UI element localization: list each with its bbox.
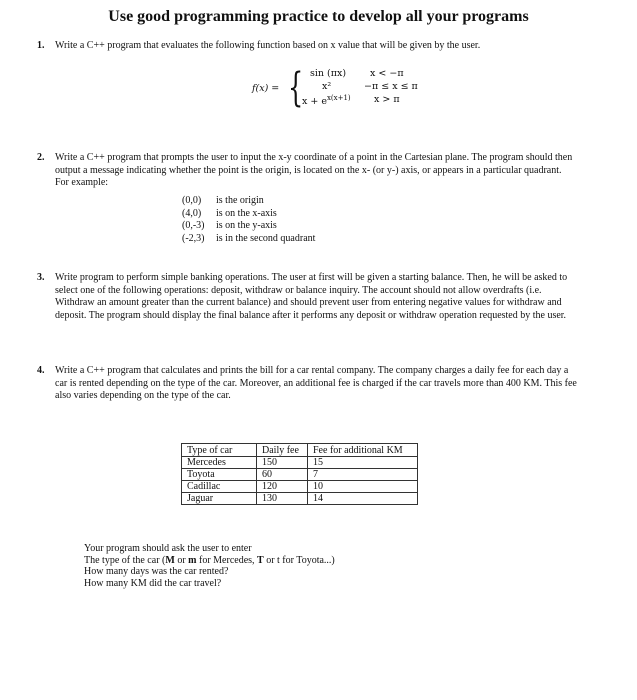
table-row (182, 481, 418, 493)
formula-cond: −π ≤ x ≤ π (364, 81, 418, 92)
table-header: Type of car (182, 444, 257, 457)
example-point: (4,0) (182, 207, 202, 219)
text-fragment: The type of the car ( (84, 554, 166, 566)
text-fragment: or (174, 554, 189, 566)
requirements-line: Your program should ask the user to enter (84, 543, 252, 554)
example-list (182, 195, 315, 245)
example-desc: is the origin (216, 195, 264, 206)
question-text: Write a C++ program that prompts the user to input the x-y coordinate of a point in the Cartesian plane. The program should then output a message indicating whether the point is the origin, is located on the x- (or y-) axis, or appears in a particular quadrant. (55, 152, 573, 176)
example-point: (-2,3) (182, 232, 205, 244)
list-item (182, 233, 315, 246)
question-number: 2. (37, 152, 45, 163)
bold-letter: T (257, 554, 264, 566)
table-row (182, 493, 418, 505)
left-brace-icon: { (288, 65, 304, 111)
text-fragment: or t for Toyota...) (263, 554, 335, 566)
example-desc: is on the y-axis (216, 220, 277, 231)
requirements-line: How many days was the car rented? (84, 566, 229, 577)
requirements-line (84, 555, 584, 567)
question-text: Write program to perform simple banking operations. The user at first will be given a starting balance. Then, he will be asked to select one of the following operations: deposit, withdraw or balance inquiry. The account should not allow overdrafts (i.e. Withdraw an amount greater than the current balance) and should prevent user from entering negative values for withdraw and deposit. The program should display the final balance after it performs any deposit or withdraw operation requested by the user. (55, 272, 568, 321)
formula-expr: x² (322, 81, 332, 92)
list-item (182, 195, 315, 208)
table-header-row (182, 444, 418, 457)
table-header: Fee for additional KM (308, 444, 418, 457)
table-cell: 150 (257, 457, 308, 469)
table-cell: Cadillac (182, 481, 257, 493)
question-text: Write a C++ program that calculates and prints the bill for a car rental company. The company charges a daily fee for each day a car is rented depending on the type of the car. Moreover, an additional fee is charged if the car travels more than 400 KM. This fee also varies depending on the type of the car. (55, 365, 577, 401)
example-desc: is on the x-axis (216, 207, 277, 219)
question-1 (37, 40, 597, 53)
question-text: Write a C++ program that evaluates the following function based on x value that will be given by the user. (55, 40, 481, 51)
table-cell: 7 (308, 469, 418, 481)
bold-letter: M (165, 554, 175, 566)
table-cell: Toyota (182, 469, 257, 481)
example-point: (0,0) (182, 195, 202, 206)
formula-cond: x < −π (370, 68, 404, 79)
formula-expr-base: x + e (302, 96, 327, 107)
question-number: 1. (37, 40, 45, 51)
piecewise-formula (252, 65, 442, 112)
question-number: 3. (37, 272, 45, 283)
example-point: (0,-3) (182, 220, 205, 231)
table-cell: 60 (257, 469, 308, 481)
example-desc: is in the second quadrant (216, 232, 316, 244)
formula-cond: x > π (374, 94, 400, 105)
question-4 (37, 365, 582, 403)
table-cell: Jaguar (182, 493, 257, 505)
rental-fee-table (181, 443, 418, 505)
bold-letter: m (188, 554, 197, 566)
page-title: Use good programming practice to develop all your programs (108, 8, 529, 25)
list-item (182, 208, 315, 221)
formula-lhs: f(x) = (252, 83, 280, 94)
text-fragment: for Mercedes, (196, 554, 258, 566)
formula-expr (302, 94, 351, 107)
program-requirements (84, 543, 584, 589)
list-item (182, 220, 315, 233)
table-cell: 14 (308, 493, 418, 505)
table-cell: Mercedes (182, 457, 257, 469)
table-cell: 120 (257, 481, 308, 493)
question-3 (37, 272, 582, 322)
table-cell: 15 (308, 457, 418, 469)
question-2 (37, 152, 582, 190)
table-header: Daily fee (257, 444, 308, 457)
question-number: 4. (37, 365, 45, 376)
table-row (182, 457, 418, 469)
formula-expr: sin (πx) (310, 68, 347, 79)
formula-expr-sup: x(x+1) (326, 94, 351, 102)
table-cell: 10 (308, 481, 418, 493)
table-row (182, 469, 418, 481)
table-cell: 130 (257, 493, 308, 505)
example-label: For example: (55, 177, 109, 188)
requirements-line: How many KM did the car travel? (84, 577, 222, 589)
